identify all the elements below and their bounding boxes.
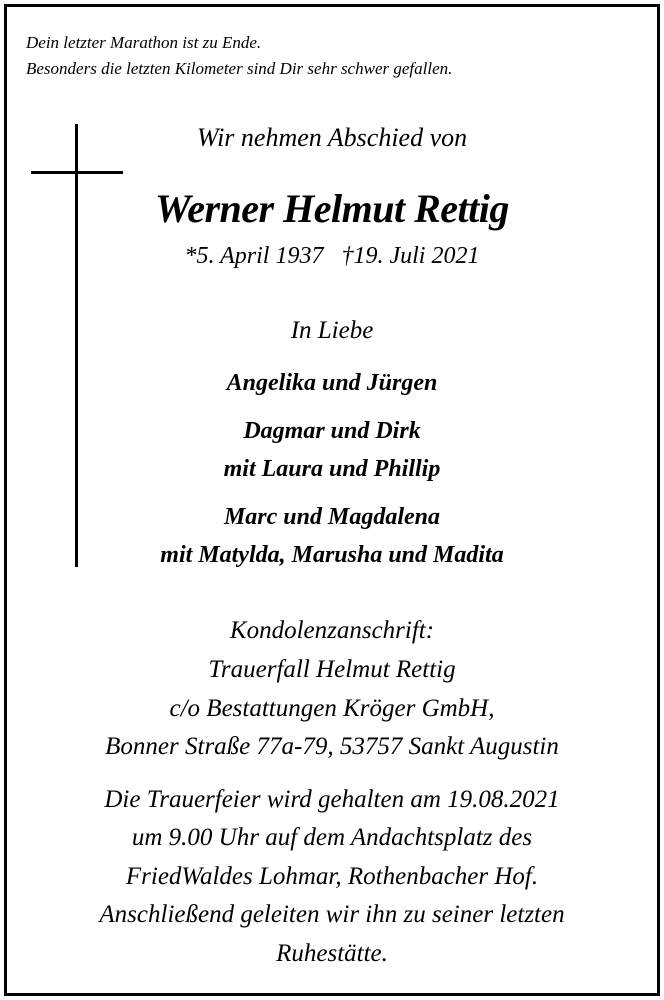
life-dates: *5. April 1937 †19. Juli 2021 <box>184 243 480 269</box>
mourner-line: Angelika und Jürgen <box>226 370 438 396</box>
deceased-name: Werner Helmut Rettig <box>155 186 509 231</box>
motto <box>26 30 452 82</box>
condolence-line: Trauerfall Helmut Rettig <box>208 656 456 683</box>
ceremony-line: Die Trauerfeier wird gehalten am 19.08.2021 <box>104 786 560 813</box>
motto-line-1: Dein letzter Marathon ist zu Ende. <box>26 33 262 52</box>
mourners-intro: In Liebe <box>290 317 374 344</box>
condolence-line: c/o Bestattungen Kröger GmbH, <box>169 695 495 722</box>
farewell-intro: Wir nehmen Abschied von <box>196 123 468 152</box>
ceremony-line: FriedWaldes Lohmar, Rothenbacher Hof. <box>125 863 539 890</box>
mourner-line: mit Laura und Phillip <box>223 456 441 482</box>
ceremony-line: Ruhestätte. <box>276 940 388 967</box>
ceremony-line: um 9.00 Uhr auf dem Andachtsplatz des <box>131 824 533 851</box>
condolence-line: Bonner Straße 77a-79, 53757 Sankt Augustin <box>105 733 559 760</box>
mourner-line: Marc und Magdalena <box>223 504 441 530</box>
mourner-line: mit Matylda, Marusha und Madita <box>160 542 504 568</box>
cross-icon-horizontal <box>31 171 123 174</box>
ceremony-line: Anschließend geleiten wir ihn zu seiner letzten <box>99 901 565 928</box>
mourner-line: Dagmar und Dirk <box>243 418 421 444</box>
motto-line-2: Besonders die letzten Kilometer sind Dir sehr schwer gefallen. <box>26 59 453 78</box>
condolence-line: Kondolenzanschrift: <box>229 617 435 644</box>
